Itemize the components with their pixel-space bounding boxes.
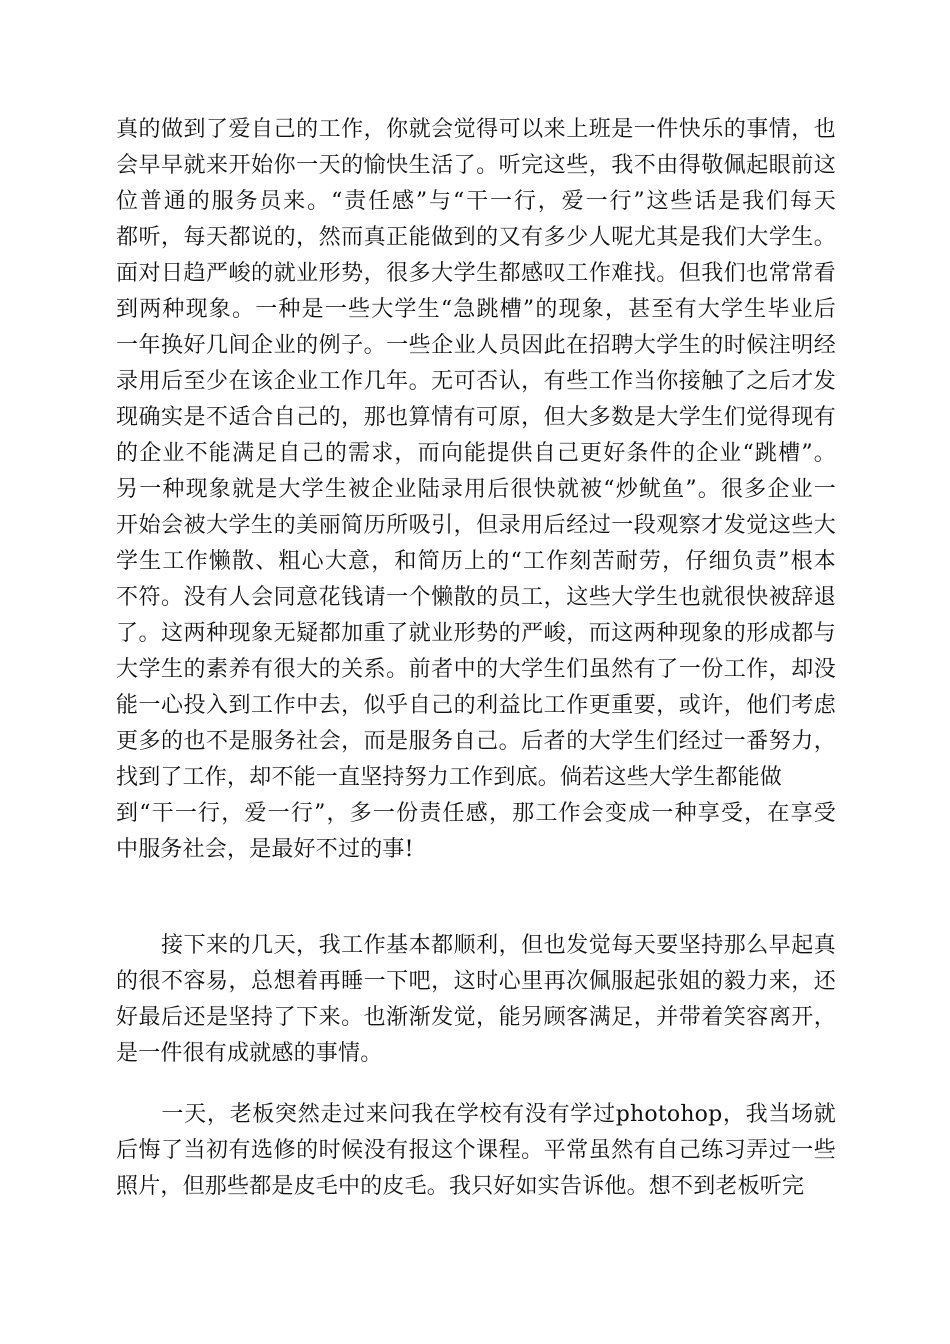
text-line: 的企业不能满足自己的需求，而向能提供自己更好条件的企业“跳槽”。 [116, 441, 836, 466]
text-line: 另一种现象就是大学生被企业陆录用后很快就被“炒鱿鱼”。很多企业一 [116, 477, 836, 502]
text-line: 到两种现象。一种是一些大学生“急跳槽”的现象，甚至有大学生毕业后 [116, 297, 836, 322]
text-line: 是一件很有成就感的事情。 [116, 1041, 383, 1066]
text-line: 不符。没有人会同意花钱请一个懒散的员工，这些大学生也就很快被辞退 [116, 585, 836, 610]
text-line: 照片，但那些都是皮毛中的皮毛。我只好如实告诉他。想不到老板听完 [116, 1174, 805, 1199]
text-line: 会早早就来开始你一天的愉快生活了。听完这些，我不由得敬佩起眼前这 [116, 153, 836, 178]
text-line: 找到了工作，却不能一直坚持努力工作到底。倘若这些大学生都能做 [116, 765, 783, 790]
text-line: 好最后还是坚持了下来。也渐渐发觉，能另顾客满足，并带着笑容离开， [116, 1005, 836, 1030]
text-line: 一年换好几间企业的例子。一些企业人员因此在招聘大学生的时候注明经 [116, 333, 836, 358]
text-line: 后悔了当初有选修的时候没有报这个课程。平常虽然有自己练习弄过一些 [116, 1138, 836, 1163]
text-line: 都听，每天都说的，然而真正能做到的又有多少人呢尤其是我们大学生。 [116, 225, 836, 250]
text-line: 到“干一行，爱一行”，多一份责任感，那工作会变成一种享受，在享受 [116, 801, 836, 826]
paragraph-2 [116, 928, 836, 1072]
text-line: 面对日趋严峻的就业形势，很多大学生都感叹工作难找。但我们也常常看 [116, 261, 836, 286]
text-line: 大学生的素养有很大的关系。前者中的大学生们虽然有了一份工作，却没 [116, 657, 836, 682]
text-line: 中服务社会，是最好不过的事! [116, 837, 414, 862]
text-line: 一天，老板突然走过来问我在学校有没有学过photohop，我当场就 [116, 1102, 836, 1127]
paragraph-1 [116, 112, 836, 868]
text-line: 真的做到了爱自己的工作，你就会觉得可以来上班是一件快乐的事情，也 [116, 117, 836, 142]
text-line: 更多的也不是服务社会，而是服务自己。后者的大学生们经过一番努力， [116, 729, 836, 754]
text-line: 开始会被大学生的美丽简历所吸引，但录用后经过一段观察才发觉这些大 [116, 513, 836, 538]
text-line: 位普通的服务员来。“责任感”与“干一行，爱一行”这些话是我们每天 [116, 189, 836, 214]
text-line: 录用后至少在该企业工作几年。无可否认，有些工作当你接触了之后才发 [116, 369, 836, 394]
text-line: 能一心投入到工作中去，似乎自己的利益比工作更重要，或许，他们考虑 [116, 693, 836, 718]
text-line: 现确实是不适合自己的，那也算情有可原，但大多数是大学生们觉得现有 [116, 405, 836, 430]
text-line: 接下来的几天，我工作基本都顺利，但也发觉每天要坚持那么早起真 [116, 933, 836, 958]
paragraph-3 [116, 1097, 836, 1205]
text-line: 的很不容易，总想着再睡一下吧，这时心里再次佩服起张姐的毅力来，还 [116, 969, 836, 994]
text-line: 学生工作懒散、粗心大意，和简历上的“工作刻苦耐劳，仔细负责”根本 [116, 549, 836, 574]
text-line: 了。这两种现象无疑都加重了就业形势的严峻，而这两种现象的形成都与 [116, 621, 836, 646]
